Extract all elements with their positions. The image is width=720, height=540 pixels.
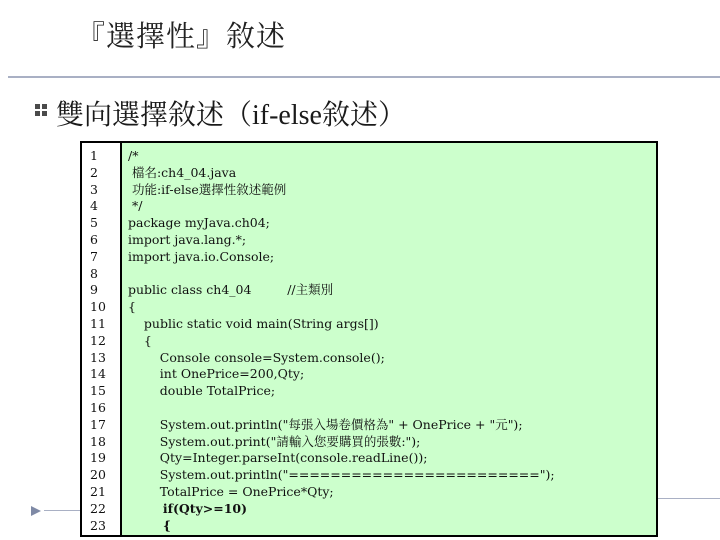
line-number: 19 <box>90 450 106 466</box>
line-number: 13 <box>90 349 106 365</box>
bullet-square-icon <box>34 103 48 117</box>
line-number: 21 <box>90 483 106 499</box>
code-line: package myJava.ch04; <box>128 215 270 231</box>
code-line: /* <box>128 148 139 163</box>
code-line: System.out.println("========================"); <box>128 467 555 483</box>
line-number: 20 <box>90 467 106 483</box>
code-line: int OnePrice=200,Qty; <box>128 366 305 382</box>
slide-title: 『選擇性』敘述 <box>76 19 287 53</box>
code-line: import java.io.Console; <box>128 248 275 264</box>
line-number: 18 <box>90 433 106 449</box>
line-number: 22 <box>90 500 106 516</box>
code-line: { <box>128 517 171 533</box>
line-number: 6 <box>90 231 98 247</box>
code-line: 功能:if-else選擇性敘述範例 <box>128 181 287 197</box>
code-line: TotalPrice = OnePrice*Qty; <box>128 483 334 499</box>
line-number: 23 <box>90 517 106 533</box>
line-number: 16 <box>90 399 106 415</box>
code-line: Qty=Integer.parseInt(console.readLine()); <box>128 450 428 466</box>
footer-divider-left <box>44 510 80 511</box>
line-number-column <box>82 143 122 535</box>
code-line: { <box>128 299 136 315</box>
line-number: 2 <box>90 164 98 180</box>
line-number: 11 <box>90 315 106 331</box>
code-line: import java.lang.*; <box>128 231 247 247</box>
line-number: 8 <box>90 265 98 281</box>
code-line: 檔名:ch4_04.java <box>128 164 237 180</box>
footer-divider-right <box>658 498 720 499</box>
code-line: public class ch4_04 //主類別 <box>128 282 334 298</box>
code-listing <box>80 141 658 537</box>
code-line: public static void main(String args[]) <box>128 315 379 331</box>
code-line: */ <box>128 198 143 214</box>
code-line <box>122 266 656 283</box>
code-column <box>122 143 656 535</box>
code-line: System.out.print("請輸入您要購買的張數:"); <box>128 433 421 449</box>
line-number: 12 <box>90 332 106 348</box>
slide-subtitle: 雙向選擇敘述（if-else敘述） <box>56 100 406 131</box>
code-line: Console console=System.console(); <box>128 349 385 365</box>
line-number: 9 <box>90 282 98 298</box>
code-line: if(Qty>=10) <box>128 500 248 516</box>
line-number: 5 <box>90 215 98 231</box>
code-line <box>122 400 656 417</box>
line-number: 4 <box>90 198 98 214</box>
code-line: System.out.println("每張入場卷價格為" + OnePrice + "元"); <box>128 416 523 432</box>
line-number: 3 <box>90 181 98 197</box>
line-number: 14 <box>90 366 106 382</box>
code-line: double TotalPrice; <box>128 383 276 399</box>
triangle-right-icon[interactable] <box>30 505 42 517</box>
line-number: 15 <box>90 383 106 399</box>
line-number: 17 <box>90 416 106 432</box>
line-number: 1 <box>90 148 98 163</box>
line-number: 7 <box>90 248 98 264</box>
code-line: { <box>128 332 152 348</box>
line-number: 10 <box>90 299 106 315</box>
title-divider <box>8 76 720 78</box>
